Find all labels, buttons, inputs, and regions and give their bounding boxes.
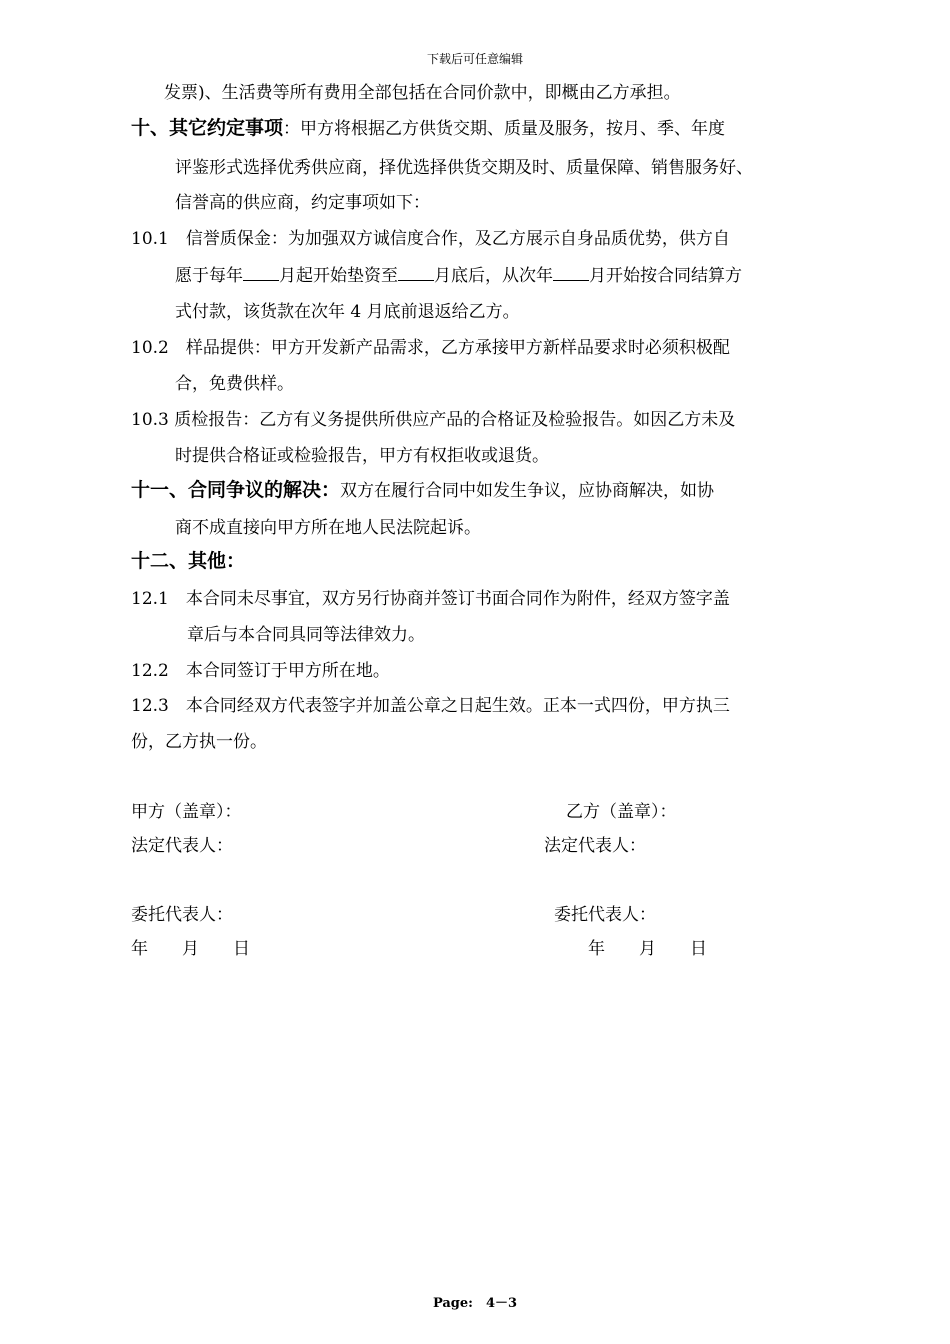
text: 月底后，从次年 <box>434 266 553 286</box>
paragraph-line: 信誉高的供应商，约定事项如下： <box>175 193 430 213</box>
paragraph-line: 章后与本合同具同等法律效力。 <box>187 625 425 645</box>
paragraph-line: 发票)、生活费等所有费用全部包括在合同价款中，即概由乙方承担。 <box>164 83 681 103</box>
paragraph-line: 式付款，该货款在次年 4 月底前退返给乙方。 <box>175 302 520 322</box>
blank-field <box>243 264 279 281</box>
paragraph-line: 商不成直接向甲方所在地人民法院起诉。 <box>175 518 481 538</box>
party-a-date: 年 月 日 <box>131 939 250 959</box>
text: 月起开始垫资至 <box>279 266 398 286</box>
section-10-heading: 十、其它约定事项 <box>131 117 284 139</box>
clause-12-3: 12.3 本合同经双方代表签字并加盖公章之日起生效。正本一式四份，甲方执三 <box>131 696 730 716</box>
party-b-seal: 乙方（盖章）： <box>566 802 677 822</box>
section-11-text: 双方在履行合同中如发生争议，应协商解决，如协 <box>340 481 715 501</box>
party-a-seal: 甲方（盖章）： <box>131 802 242 822</box>
paragraph-line: 份，乙方执一份。 <box>131 732 267 752</box>
clause-10-1-blanks <box>175 261 742 286</box>
blank-field <box>398 264 434 281</box>
section-11-first-line <box>131 475 714 502</box>
text: 月开始按合同结算方 <box>589 266 742 286</box>
paragraph-line: 时提供合格证或检验报告，甲方有权拒收或退货。 <box>175 446 549 466</box>
party-a-agent: 委托代表人： <box>131 905 233 925</box>
section-12-heading: 十二、其他： <box>131 550 246 572</box>
page-header: 下载后可任意编辑 <box>426 52 523 66</box>
clause-12-1: 12.1 本合同未尽事宜，双方另行协商并签订书面合同作为附件，经双方签字盖 <box>131 589 730 609</box>
section-10-first-line <box>131 113 725 140</box>
section-10-intro: ：甲方将根据乙方供货交期、质量及服务，按月、季、年度 <box>283 119 726 139</box>
text: 愿于每年 <box>175 266 243 286</box>
party-b-date: 年 月 日 <box>588 939 707 959</box>
clause-10-1: 10.1 信誉质保金：为加强双方诚信度合作，及乙方展示自身品质优势，供方自 <box>131 229 730 249</box>
party-a-legal-rep: 法定代表人： <box>131 836 233 856</box>
page-footer: Page: 4－3 <box>432 1296 518 1311</box>
party-b-legal-rep: 法定代表人： <box>544 836 646 856</box>
paragraph-line: 评鉴形式选择优秀供应商，择优选择供货交期及时、质量保障、销售服务好、 <box>175 158 753 178</box>
party-b-agent: 委托代表人： <box>554 905 656 925</box>
blank-field <box>553 264 589 281</box>
paragraph-line: 合，免费供样。 <box>175 374 294 394</box>
clause-10-3: 10.3 质检报告：乙方有义务提供所供应产品的合格证及检验报告。如因乙方未及 <box>131 410 736 430</box>
clause-10-2: 10.2 样品提供：甲方开发新产品需求，乙方承接甲方新样品要求时必须积极配 <box>131 338 730 358</box>
section-11-heading: 十一、合同争议的解决： <box>131 479 341 501</box>
clause-12-2: 12.2 本合同签订于甲方所在地。 <box>131 661 390 681</box>
